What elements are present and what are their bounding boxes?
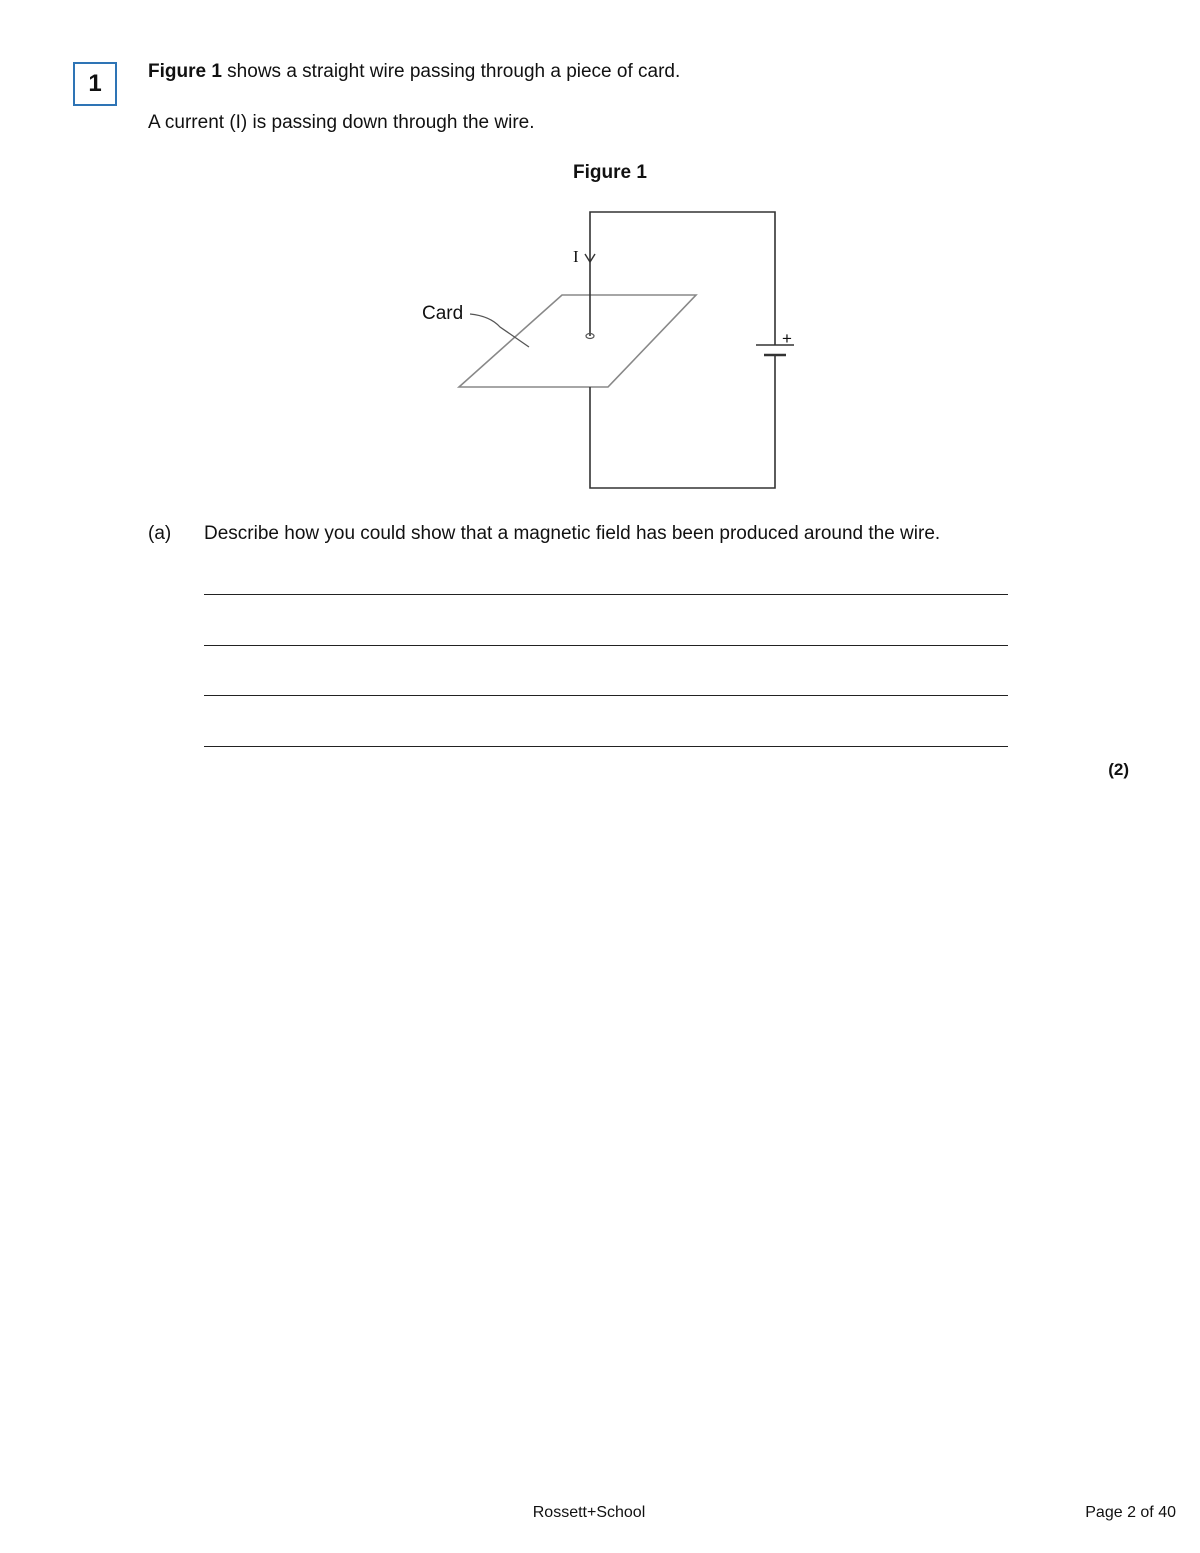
question-intro-text: shows a straight wire passing through a piece of card. [221,61,681,82]
question-number: 1 [88,70,102,97]
marks-label: (2) [1108,760,1129,779]
answer-line[interactable] [204,594,1008,595]
answer-line[interactable] [204,746,1008,747]
figure-title: Figure 1 [573,162,647,183]
part-a-label: (a) [148,523,172,544]
battery-plus-label: + [782,329,792,348]
page-number: Page 2 of 40 [1085,1504,1176,1521]
card-leader-line [470,314,529,347]
circuit-diagram [400,195,820,505]
current-sentence: A current (I) is passing down through the wire. [148,112,535,133]
answer-line[interactable] [204,645,1008,646]
part-a-question: Describe how you could show that a magnetic field has been produced around the wire. [204,523,941,544]
card-label: Card [422,303,464,324]
figure-reference: Figure 1 [148,61,222,82]
circuit-wire-lower [590,355,775,488]
answer-line[interactable] [204,695,1008,696]
circuit-wire [590,212,775,345]
card-shape [459,295,696,387]
question-number-box [73,62,117,106]
current-label: I [573,247,579,266]
question-intro [148,61,680,83]
footer-school: Rossett+School [532,1504,646,1521]
